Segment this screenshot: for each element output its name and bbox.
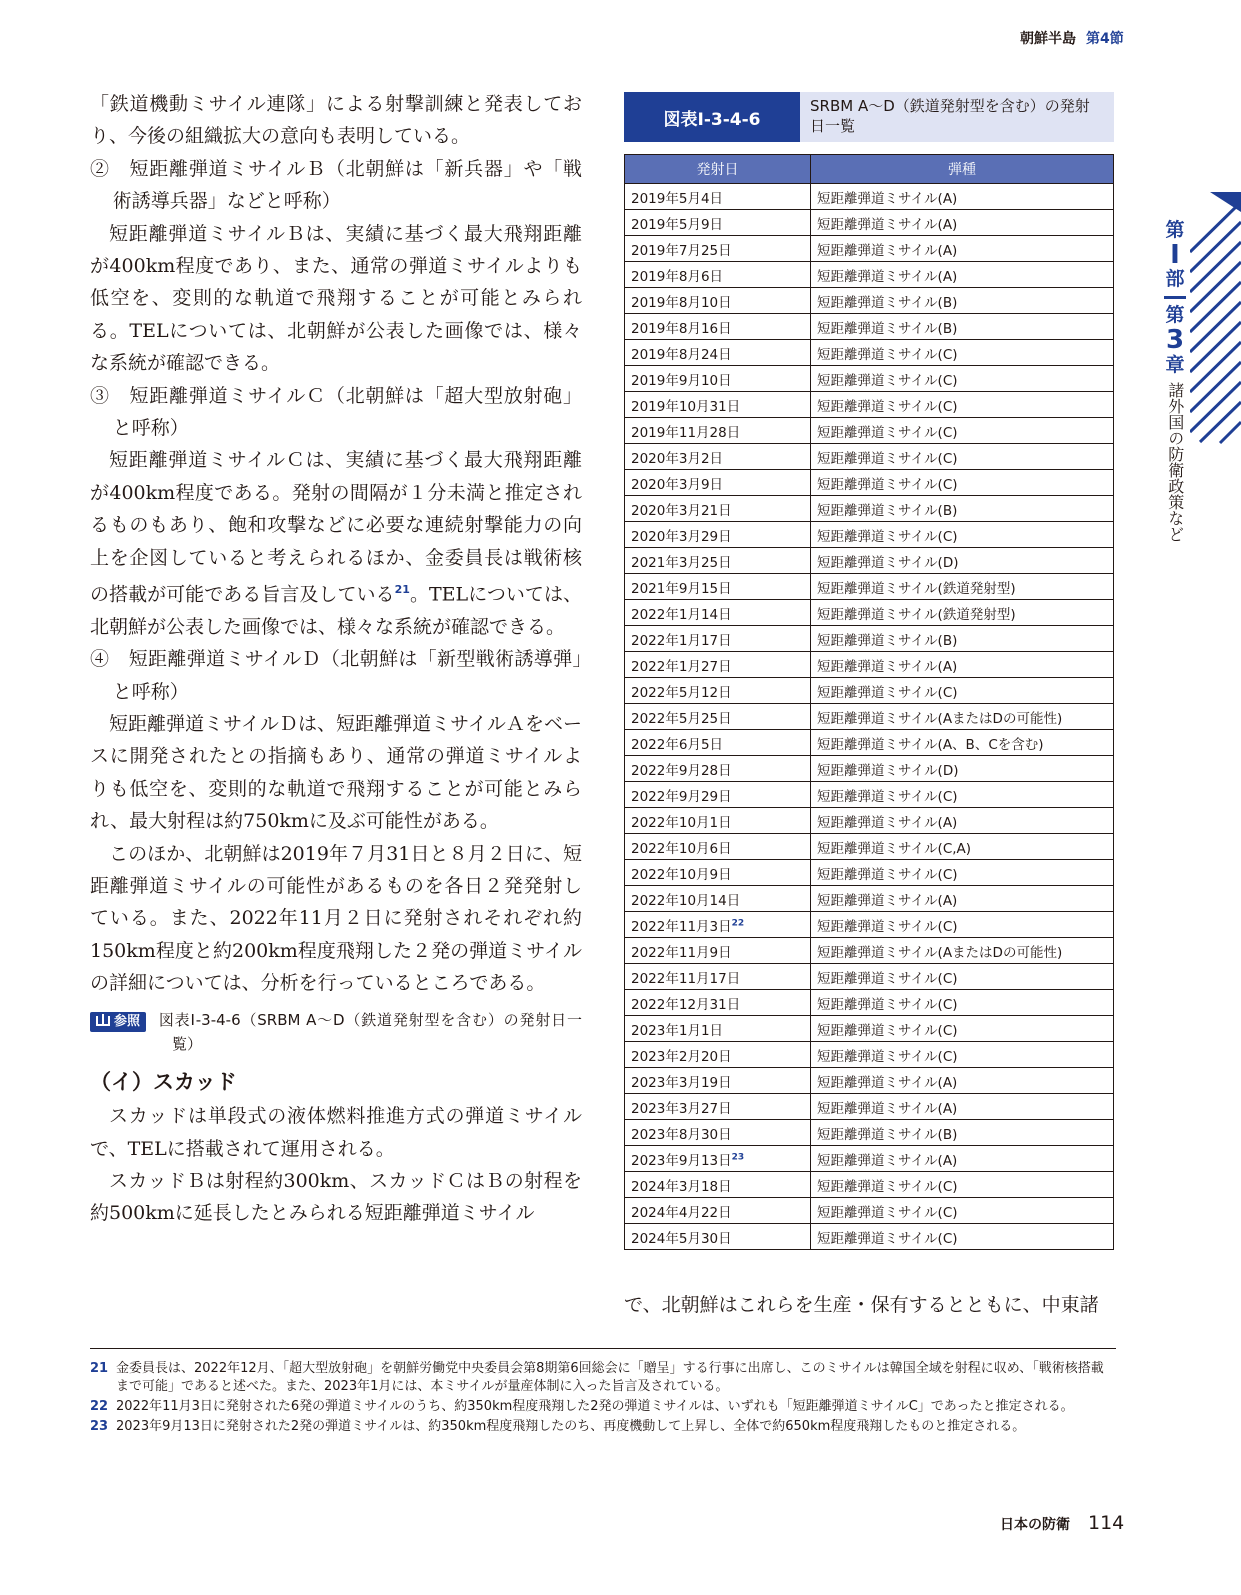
launch-date-cell: [625, 1224, 811, 1250]
launch-date-cell: [625, 418, 811, 444]
launch-date-cell: [625, 782, 811, 808]
launch-date-cell: [625, 444, 811, 470]
launch-date: 2022年10月1日: [631, 814, 732, 831]
launch-date: 2019年8月6日: [631, 268, 724, 285]
table-row: [625, 496, 1114, 522]
table-row: [625, 808, 1114, 834]
figure-label: 図表Ⅰ-3-4-6: [624, 92, 800, 142]
launch-date-cell: [625, 756, 811, 782]
missile-type-cell: 短距離弾道ミサイル(C): [811, 1198, 1114, 1224]
missile-type-cell: 短距離弾道ミサイル(C): [811, 964, 1114, 990]
launch-date-cell: [625, 600, 811, 626]
footnote-ref[interactable]: 21: [394, 583, 410, 597]
launch-date: 2023年8月30日: [631, 1126, 732, 1143]
footnote-number: 21: [90, 1361, 109, 1376]
table-row: [625, 652, 1114, 678]
launch-date: 2021年9月15日: [631, 580, 732, 597]
table-row: [625, 1224, 1114, 1250]
header-section: 第4節: [1086, 31, 1124, 47]
publication-name: 日本の防衛: [1000, 1517, 1070, 1533]
column-header-type: 弾種: [811, 155, 1114, 184]
launch-date: 2022年10月6日: [631, 840, 732, 857]
paragraph: このほか、北朝鮮は2019年７月31日と８月２日に、短距離弾道ミサイルの可能性があるものを各日２発発射している。また、2022年11月２日に発射されそれぞれ約150km程度と約200km程度飛翔した２発の弾道ミサイルの詳細については、分析を行っているところである。: [90, 842, 582, 995]
launch-date: 2021年3月25日: [631, 554, 732, 571]
reference-text: 図表Ⅰ-3-4-6（SRBM A～D（鉄道発射型を含む）の発射日一覧）: [158, 1010, 582, 1053]
table-row: [625, 184, 1114, 210]
table-row: [625, 730, 1114, 756]
body-text-left: [90, 88, 582, 1230]
column-header-date: 発射日: [625, 155, 811, 184]
reference-badge-label: 参照: [114, 1013, 141, 1029]
paragraph: 短距離弾道ミサイルＢは、実績に基づく最大飛翔距離が400km程度であり、また、通常の弾道ミサイルよりも低空を、変則的な軌道で飛翔することが可能とみられる。TELについては、北朝鮮が公表した画像では、様々な系統が確認できる。: [90, 222, 582, 375]
table-row: [625, 470, 1114, 496]
launch-date: 2019年7月25日: [631, 242, 732, 259]
table-row: [625, 548, 1114, 574]
launch-date: 2020年3月29日: [631, 528, 732, 545]
table-row: [625, 1172, 1114, 1198]
launch-date: 2022年11月17日: [631, 970, 741, 987]
launch-date: 2020年3月21日: [631, 502, 732, 519]
paragraph-text: 短距離弾道ミサイルＣは、実績に基づく最大飛翔距離が400km程度である。発射の間隔が１分未満と推定されるものもあり、飽和攻撃などに必要な連続射撃能力の向上を企図していると考えられるほか、金委員長は戦術核の搭載が可能である旨言及している: [90, 449, 582, 606]
chapter-side-tab: [1163, 220, 1187, 542]
table-row: [625, 236, 1114, 262]
table-row: [625, 210, 1114, 236]
launch-date: 2019年5月4日: [631, 190, 724, 207]
table-row: [625, 1198, 1114, 1224]
launch-date-cell: [625, 704, 811, 730]
chapter-number: 3: [1165, 325, 1185, 356]
launch-date: 2023年9月13日: [631, 1152, 732, 1169]
running-header: [1020, 28, 1124, 48]
table-row: [625, 1146, 1114, 1172]
launch-date: 2020年3月9日: [631, 476, 724, 493]
launch-date: 2019年10月31日: [631, 398, 741, 415]
footnote-ref[interactable]: 23: [731, 1152, 745, 1162]
missile-type-cell: 短距離弾道ミサイル(C): [811, 470, 1114, 496]
missile-type-cell: 短距離弾道ミサイル(C): [811, 1042, 1114, 1068]
page-footer: [1000, 1512, 1124, 1534]
missile-type-cell: 短距離弾道ミサイル(B): [811, 288, 1114, 314]
table-row: [625, 626, 1114, 652]
missile-type-cell: 短距離弾道ミサイル(C): [811, 418, 1114, 444]
missile-type-cell: 短距離弾道ミサイル(C): [811, 678, 1114, 704]
missile-type-cell: 短距離弾道ミサイル(AまたはDの可能性): [811, 938, 1114, 964]
footnotes: [90, 1360, 1116, 1438]
missile-type-cell: 短距離弾道ミサイル(鉄道発射型): [811, 600, 1114, 626]
list-item-b: ② 短距離弾道ミサイルＢ（北朝鮮は「新兵器」や「戦術誘導兵器」などと呼称）: [90, 157, 582, 213]
launch-date-cell: [625, 236, 811, 262]
part-label: 第: [1165, 219, 1185, 241]
paragraph: 短距離弾道ミサイルＤは、短距離弾道ミサイルＡをベースに開発されたとの指摘もあり、通常の弾道ミサイルよりも低空を、変則的な軌道で飛翔することが可能とみられ、最大射程は約750kmに及ぶ可能性がある。: [90, 713, 582, 833]
launch-dates-table: [624, 154, 1114, 1250]
launch-date-cell: [625, 678, 811, 704]
table-row: [625, 1042, 1114, 1068]
figure-title: SRBM A～D（鉄道発射型を含む）の発射日一覧: [800, 92, 1114, 142]
launch-date: 2023年2月20日: [631, 1048, 732, 1065]
launch-date-cell: [625, 340, 811, 366]
missile-type-cell: 短距離弾道ミサイル(D): [811, 756, 1114, 782]
table-row: [625, 860, 1114, 886]
table-row: [625, 990, 1114, 1016]
launch-date: 2022年11月9日: [631, 944, 732, 961]
footnote-number: 23: [90, 1419, 109, 1434]
launch-date-cell: [625, 574, 811, 600]
launch-date-cell: [625, 314, 811, 340]
launch-date: 2019年9月10日: [631, 372, 732, 389]
launch-date: 2022年1月14日: [631, 606, 732, 623]
table-row: [625, 1016, 1114, 1042]
page-number: 114: [1088, 1512, 1125, 1534]
missile-type-cell: 短距離弾道ミサイル(B): [811, 314, 1114, 340]
missile-type-cell: 短距離弾道ミサイル(A): [811, 184, 1114, 210]
table-row: [625, 1120, 1114, 1146]
part-number: Ⅰ: [1170, 239, 1180, 270]
launch-date: 2022年10月14日: [631, 892, 741, 909]
launch-date-cell: [625, 1068, 811, 1094]
chapter-title: 諸外国の防衛政策など: [1165, 381, 1185, 542]
launch-date-cell: [625, 184, 811, 210]
launch-date: 2023年3月27日: [631, 1100, 732, 1117]
footnote-number: 22: [90, 1399, 109, 1414]
missile-type-cell: 短距離弾道ミサイル(C): [811, 782, 1114, 808]
missile-type-cell: 短距離弾道ミサイル(C): [811, 366, 1114, 392]
table-row: [625, 834, 1114, 860]
launch-date-cell: [625, 886, 811, 912]
part-label: 部: [1165, 268, 1185, 291]
missile-type-cell: 短距離弾道ミサイル(B): [811, 626, 1114, 652]
figure-reference[interactable]: [90, 1008, 582, 1056]
missile-type-cell: 短距離弾道ミサイル(C): [811, 1016, 1114, 1042]
launch-date-cell: [625, 1120, 811, 1146]
table-row: [625, 522, 1114, 548]
table-row: [625, 912, 1114, 938]
launch-date-cell: [625, 496, 811, 522]
missile-type-cell: 短距離弾道ミサイル(A): [811, 236, 1114, 262]
footnote-ref[interactable]: 22: [731, 918, 745, 928]
table-row: [625, 262, 1114, 288]
launch-date: 2022年1月27日: [631, 658, 732, 675]
missile-type-cell: 短距離弾道ミサイル(A): [811, 1068, 1114, 1094]
decorative-stripes: [1190, 192, 1241, 462]
launch-date-cell: [625, 990, 811, 1016]
launch-date-cell: [625, 912, 811, 938]
footnote-text: 2022年11月3日に発射された6発の弾道ミサイルのうち、約350km程度飛翔した2発の弾道ミサイルは、いずれも「短距離弾道ミサイルC」であったと推定される。: [116, 1399, 1074, 1414]
missile-type-cell: 短距離弾道ミサイル(A): [811, 808, 1114, 834]
missile-type-cell: 短距離弾道ミサイル(B): [811, 1120, 1114, 1146]
paragraph-text: 。TELについては、北朝鮮が公表した画像では、様々な系統が確認できる。: [90, 583, 582, 638]
missile-type-cell: 短距離弾道ミサイル(C): [811, 522, 1114, 548]
launch-date: 2022年5月25日: [631, 710, 732, 727]
missile-type-cell: 短距離弾道ミサイル(C): [811, 912, 1114, 938]
missile-type-cell: 短距離弾道ミサイル(C): [811, 1172, 1114, 1198]
missile-type-cell: 短距離弾道ミサイル(C): [811, 444, 1114, 470]
launch-date-cell: [625, 1146, 811, 1172]
missile-type-cell: 短距離弾道ミサイル(A): [811, 1146, 1114, 1172]
launch-date-cell: [625, 1042, 811, 1068]
launch-date: 2023年1月1日: [631, 1022, 724, 1039]
missile-type-cell: 短距離弾道ミサイル(A): [811, 1094, 1114, 1120]
table-row: [625, 964, 1114, 990]
launch-date-cell: [625, 626, 811, 652]
list-item-d: ④ 短距離弾道ミサイルＤ（北朝鮮は「新型戦術誘導弾」と呼称）: [90, 648, 582, 703]
missile-type-cell: 短距離弾道ミサイル(D): [811, 548, 1114, 574]
table-row: [625, 418, 1114, 444]
table-row: [625, 678, 1114, 704]
footnote: [90, 1360, 1116, 1396]
body-text-right: で、北朝鮮はこれらを生産・保有するとともに、中東諸: [624, 1294, 1099, 1316]
launch-date: 2023年3月19日: [631, 1074, 732, 1091]
launch-date: 2022年1月17日: [631, 632, 732, 649]
missile-type-cell: 短距離弾道ミサイル(C): [811, 340, 1114, 366]
paragraph: スカッドＢは射程約300km、スカッドＣはＢの射程を約500kmに延長したとみられる短距離弾道ミサイル: [90, 1169, 582, 1225]
missile-type-cell: 短距離弾道ミサイル(鉄道発射型): [811, 574, 1114, 600]
launch-date-cell: [625, 366, 811, 392]
launch-date: 2024年5月30日: [631, 1230, 732, 1247]
book-icon: [96, 1016, 110, 1026]
table-row: [625, 314, 1114, 340]
missile-type-cell: 短距離弾道ミサイル(A): [811, 262, 1114, 288]
launch-date-cell: [625, 938, 811, 964]
missile-type-cell: 短距離弾道ミサイル(A、B、Cを含む): [811, 730, 1114, 756]
table-row: [625, 444, 1114, 470]
launch-date: 2019年8月10日: [631, 294, 732, 311]
subsection-heading: （イ）スカッド: [90, 1069, 237, 1094]
launch-date: 2022年12月31日: [631, 996, 741, 1013]
table-row: [625, 782, 1114, 808]
launch-date: 2019年5月9日: [631, 216, 724, 233]
launch-date-cell: [625, 1094, 811, 1120]
table-row: [625, 600, 1114, 626]
launch-date-cell: [625, 964, 811, 990]
launch-date-cell: [625, 522, 811, 548]
missile-type-cell: 短距離弾道ミサイル(A): [811, 652, 1114, 678]
launch-date: 2019年11月28日: [631, 424, 741, 441]
table-header-row: [625, 155, 1114, 184]
launch-date: 2024年3月18日: [631, 1178, 732, 1195]
launch-date: 2022年11月3日: [631, 918, 732, 935]
launch-date: 2022年10月9日: [631, 866, 732, 883]
launch-date: 2020年3月2日: [631, 450, 724, 467]
launch-date-cell: [625, 210, 811, 236]
reference-badge: [90, 1012, 146, 1032]
missile-type-cell: 短距離弾道ミサイル(C): [811, 1224, 1114, 1250]
paragraph: [90, 444, 582, 643]
launch-date-cell: [625, 548, 811, 574]
missile-type-cell: 短距離弾道ミサイル(C,A): [811, 834, 1114, 860]
launch-date-cell: [625, 652, 811, 678]
table-row: [625, 1094, 1114, 1120]
launch-date: 2019年8月24日: [631, 346, 732, 363]
launch-date-cell: [625, 1016, 811, 1042]
table-row: [625, 704, 1114, 730]
launch-date-cell: [625, 262, 811, 288]
launch-date-cell: [625, 1172, 811, 1198]
footnote-text: 金委員長は、2022年12月、「超大型放射砲」を朝鮮労働党中央委員会第8期第6回総会に「贈呈」する行事に出席し、このミサイルは韓国全域を射程に収め、「戦術核搭載まで可能」であると述べた。また、2023年1月には、本ミサイルが量産体制に入った旨言及されている。: [116, 1361, 1104, 1394]
missile-type-cell: 短距離弾道ミサイル(B): [811, 496, 1114, 522]
launch-date: 2022年5月12日: [631, 684, 732, 701]
table-body: [625, 184, 1114, 1250]
table-row: [625, 392, 1114, 418]
list-item-c: ③ 短距離弾道ミサイルＣ（北朝鮮は「超大型放射砲」と呼称）: [90, 384, 582, 440]
missile-type-cell: 短距離弾道ミサイル(A): [811, 886, 1114, 912]
launch-date-cell: [625, 730, 811, 756]
launch-date-cell: [625, 834, 811, 860]
table-row: [625, 288, 1114, 314]
launch-date: 2022年6月5日: [631, 736, 724, 753]
launch-date-cell: [625, 1198, 811, 1224]
header-title: 朝鮮半島: [1020, 31, 1076, 47]
table-row: [625, 1068, 1114, 1094]
chapter-label: 第: [1165, 304, 1185, 327]
launch-date-cell: [625, 392, 811, 418]
launch-date: 2022年9月29日: [631, 788, 732, 805]
missile-type-cell: 短距離弾道ミサイル(C): [811, 990, 1114, 1016]
launch-date: 2024年4月22日: [631, 1204, 732, 1221]
launch-date-cell: [625, 860, 811, 886]
table-row: [625, 366, 1114, 392]
launch-date-cell: [625, 288, 811, 314]
table-row: [625, 340, 1114, 366]
paragraph: スカッドは単段式の液体燃料推進方式の弾道ミサイルで、TELに搭載されて運用される。: [90, 1105, 582, 1160]
footnote: [90, 1398, 1116, 1416]
launch-date: 2019年8月16日: [631, 320, 732, 337]
missile-type-cell: 短距離弾道ミサイル(C): [811, 860, 1114, 886]
missile-type-cell: 短距離弾道ミサイル(AまたはDの可能性): [811, 704, 1114, 730]
missile-type-cell: 短距離弾道ミサイル(A): [811, 210, 1114, 236]
footnote-divider: [90, 1348, 1116, 1349]
footnote-text: 2023年9月13日に発射された2発の弾道ミサイルは、約350km程度飛翔したのち、再度機動して上昇し、全体で約650km程度飛翔したものと推定される。: [116, 1419, 1026, 1434]
footnote: [90, 1418, 1116, 1436]
missile-type-cell: 短距離弾道ミサイル(C): [811, 392, 1114, 418]
chapter-label: 章: [1165, 353, 1185, 376]
table-row: [625, 886, 1114, 912]
table-row: [625, 574, 1114, 600]
launch-date-cell: [625, 808, 811, 834]
launch-date: 2022年9月28日: [631, 762, 732, 779]
divider: [1164, 296, 1186, 299]
table-row: [625, 756, 1114, 782]
paragraph: 「鉄道機動ミサイル連隊」による射撃訓練と発表しており、今後の組織拡大の意向も表明している。: [90, 93, 582, 148]
launch-date-cell: [625, 470, 811, 496]
table-row: [625, 938, 1114, 964]
